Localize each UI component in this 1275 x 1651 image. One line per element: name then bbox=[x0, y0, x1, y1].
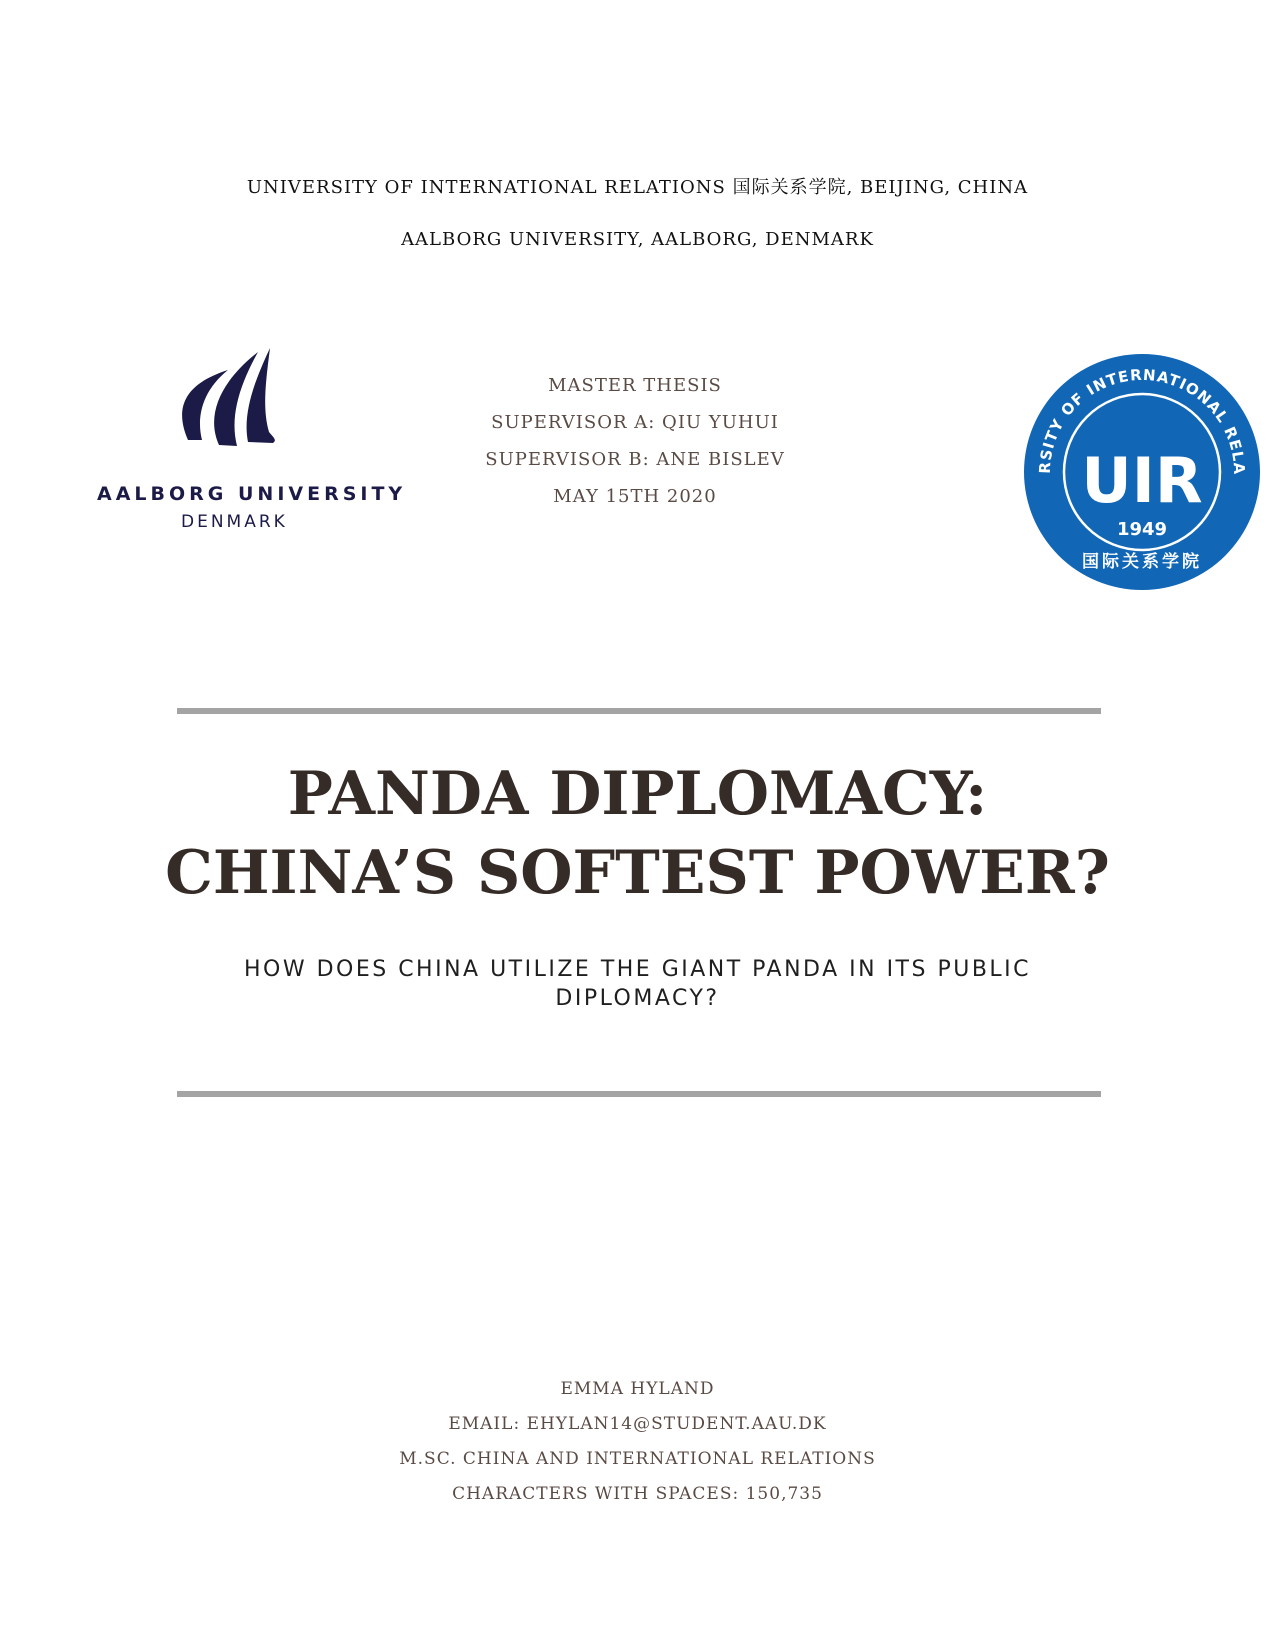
thesis-title-line2: CHINA’S SOFTEST POWER? bbox=[165, 838, 1110, 908]
thesis-date: MAY 15TH 2020 bbox=[553, 486, 717, 507]
author-name: EMMA HYLAND bbox=[560, 1379, 715, 1399]
supervisor-a: SUPERVISOR A: QIU YUHUI bbox=[491, 412, 779, 433]
character-count: CHARACTERS WITH SPACES: 150,735 bbox=[452, 1484, 823, 1504]
aalborg-wave-icon bbox=[80, 340, 400, 470]
top-divider bbox=[177, 708, 1101, 714]
uir-chinese-name: 国际关系学院 bbox=[1082, 552, 1202, 572]
aalborg-logo-name: AALBORG UNIVERSITY bbox=[97, 483, 407, 505]
uir-year: 1949 bbox=[1116, 519, 1168, 540]
aalborg-logo-country: DENMARK bbox=[181, 512, 288, 532]
university-line-aau: AALBORG UNIVERSITY, AALBORG, DENMARK bbox=[401, 229, 874, 250]
thesis-subtitle: HOW DOES CHINA UTILIZE THE GIANT PANDA IN ITS PUBLIC DIPLOMACY? bbox=[243, 957, 1032, 1011]
author-email: EMAIL: EHYLAN14@STUDENT.AAU.DK bbox=[448, 1414, 827, 1434]
author-block bbox=[340, 1372, 935, 1512]
uir-monogram: UIR bbox=[1081, 444, 1203, 517]
thesis-type: MASTER THESIS bbox=[548, 375, 722, 396]
author-program: M.SC. CHINA AND INTERNATIONAL RELATIONS bbox=[399, 1449, 876, 1469]
bottom-divider bbox=[177, 1091, 1101, 1097]
university-line-uir: UNIVERSITY OF INTERNATIONAL RELATIONS 国际关系学院, BEIJING, CHINA bbox=[246, 177, 1029, 198]
thesis-meta-block bbox=[440, 367, 830, 515]
thesis-title-line1: PANDA DIPLOMACY: bbox=[287, 759, 988, 829]
aalborg-university-logo bbox=[80, 340, 407, 540]
uir-seal-logo bbox=[1022, 352, 1262, 592]
uir-ring-text: RSITY OF INTERNATIONAL RELA bbox=[1035, 365, 1249, 475]
supervisor-b: SUPERVISOR B: ANE BISLEV bbox=[485, 449, 785, 470]
